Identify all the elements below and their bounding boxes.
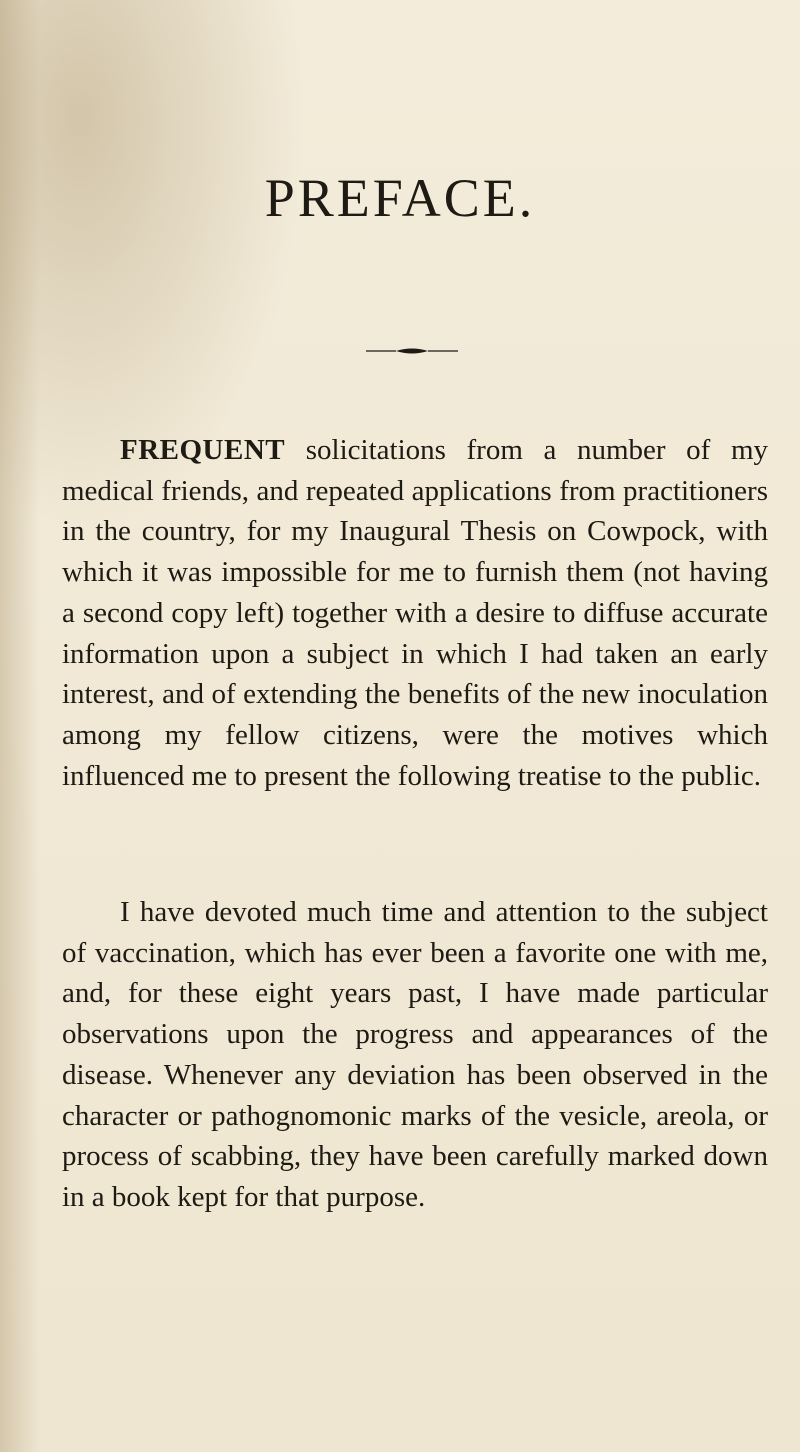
paragraph-2-text: I have devoted much time and attention to the subject of vaccination, which has ever been a favorite one with me, and, for these eight years past, I have made particular observations upon the progress and appearances of the disease. Whenever any deviation has been observed in the character or pathognomonic marks of the vesicle, areola, or process of scabbing, they have been carefully marked down in a book kept for that purpose. bbox=[62, 896, 768, 1213]
ornamental-rule bbox=[366, 344, 458, 358]
paragraph-1 bbox=[62, 430, 768, 796]
paragraph-1-lead-word: FREQUENT bbox=[120, 434, 286, 466]
paragraph-1-text: solicitations from a number of my medical friends, and repeated applications from practitioners in the country, for my Inaugural Thesis on Cowpock, with which it was impossible for me to furnish them (not having a second copy left) together with a desire to diffuse accurate information upon a subject in which I had taken an early interest, and of extending the benefits of the new inoculation among my fellow citizens, were the motives which influenced me to present the following treatise to the public. bbox=[62, 434, 768, 792]
page-title: PREFACE. bbox=[264, 168, 536, 228]
paragraph-2 bbox=[62, 892, 768, 1218]
